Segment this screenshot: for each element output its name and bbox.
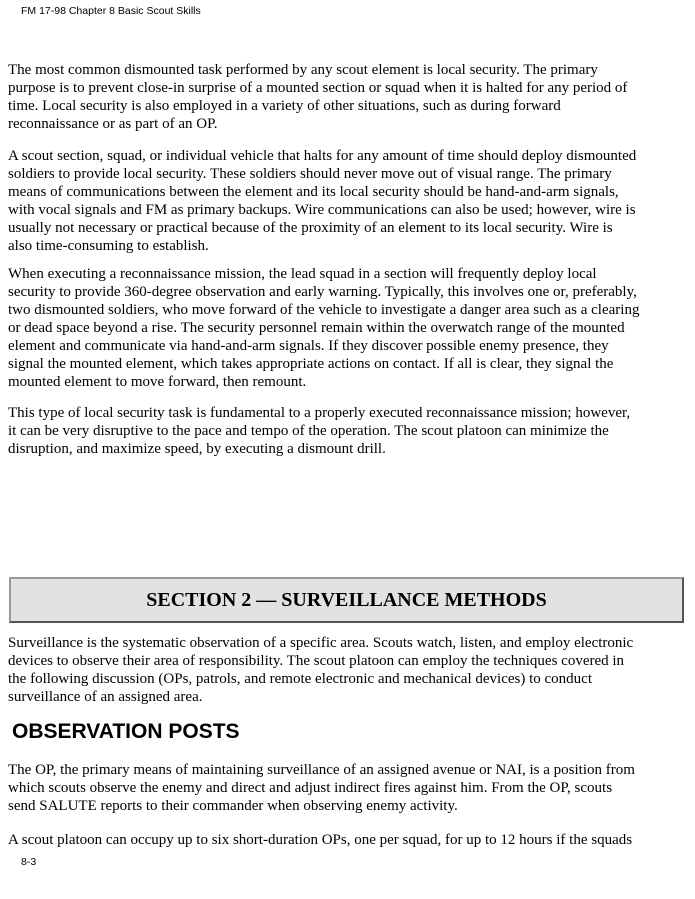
paragraph-halt-security bbox=[8, 147, 692, 255]
text-line: surveillance of an assigned area. bbox=[8, 689, 203, 705]
page-number: 8-3 bbox=[21, 856, 37, 868]
section-heading-box bbox=[9, 577, 684, 623]
text-line: usually not necessary or practical because of the proximity of an element to its local security. Wire is bbox=[8, 220, 613, 236]
text-line: When executing a reconnaissance mission, the lead squad in a section will frequently deploy local bbox=[8, 266, 597, 282]
text-line: reconnaissance or as part of an OP. bbox=[8, 116, 218, 132]
text-line: element and communicate via hand-and-arm signals. If they discover possible enemy presence, they bbox=[8, 338, 609, 354]
paragraph-surveillance bbox=[8, 634, 692, 706]
text-line: purpose is to prevent close-in surprise of a mounted section or squad when it is halted for any period of bbox=[8, 80, 628, 96]
text-line: devices to observe their area of responsibility. The scout platoon can employ the techniques covered in bbox=[8, 653, 625, 669]
text-line: with vocal signals and FM as primary backups. Wire communications can also be used; however, wire is bbox=[8, 202, 636, 218]
text-line: This type of local security task is fundamental to a properly executed reconnaissance mission; however, bbox=[8, 405, 631, 421]
paragraph-recon-security bbox=[8, 265, 692, 391]
text-line: it can be very disruptive to the pace and tempo of the operation. The scout platoon can minimize the bbox=[8, 423, 609, 439]
text-line: The most common dismounted task performed by any scout element is local security. The primary bbox=[8, 62, 598, 78]
text-line: signal the mounted element, which takes appropriate actions on contact. If all is clear, they signal the bbox=[8, 356, 614, 372]
paragraph-dismount-drill bbox=[8, 404, 692, 458]
text-line: two dismounted soldiers, who move forward of the vehicle to investigate a danger area such as a clearing bbox=[8, 302, 640, 318]
text-line: A scout section, squad, or individual vehicle that halts for any amount of time should deploy dismounted bbox=[8, 148, 637, 164]
text-line: Surveillance is the systematic observation of a specific area. Scouts watch, listen, and employ electronic bbox=[8, 635, 634, 651]
text-line: mounted element to move forward, then remount. bbox=[8, 374, 307, 390]
text-line: also time-consuming to establish. bbox=[8, 238, 209, 254]
section-title: SECTION 2 — SURVEILLANCE METHODS bbox=[146, 588, 547, 611]
text-line: disruption, and maximize speed, by executing a dismount drill. bbox=[8, 441, 386, 457]
text-line: send SALUTE reports to their commander when observing enemy activity. bbox=[8, 798, 458, 814]
running-header: FM 17-98 Chapter 8 Basic Scout Skills bbox=[21, 5, 201, 17]
text-line: or dead space beyond a rise. The security personnel remain within the overwatch range of the mounted bbox=[8, 320, 625, 336]
text-line: soldiers to provide local security. These soldiers should never move out of visual range. The primary bbox=[8, 166, 612, 182]
paragraph-local-security-intro bbox=[8, 61, 692, 133]
text-line: means of communications between the element and its local security should be hand-and-arm signals, bbox=[8, 184, 619, 200]
paragraph-short-duration-ops bbox=[8, 831, 692, 849]
text-line: A scout platoon can occupy up to six short-duration OPs, one per squad, for up to 12 hours if the squads bbox=[8, 832, 633, 848]
text-line: which scouts observe the enemy and direct and adjust indirect fires against him. From the OP, scouts bbox=[8, 780, 613, 796]
text-line: time. Local security is also employed in a variety of other situations, such as during forward bbox=[8, 98, 561, 114]
subheading-observation-posts: OBSERVATION POSTS bbox=[12, 720, 240, 743]
text-line: security to provide 360-degree observation and early warning. Typically, this involves one or, preferably, bbox=[8, 284, 637, 300]
text-line: The OP, the primary means of maintaining surveillance of an assigned avenue or NAI, is a position from bbox=[8, 762, 635, 778]
paragraph-op-definition bbox=[8, 761, 692, 815]
text-line: the following discussion (OPs, patrols, and remote electronic and mechanical devices) to conduct bbox=[8, 671, 592, 687]
